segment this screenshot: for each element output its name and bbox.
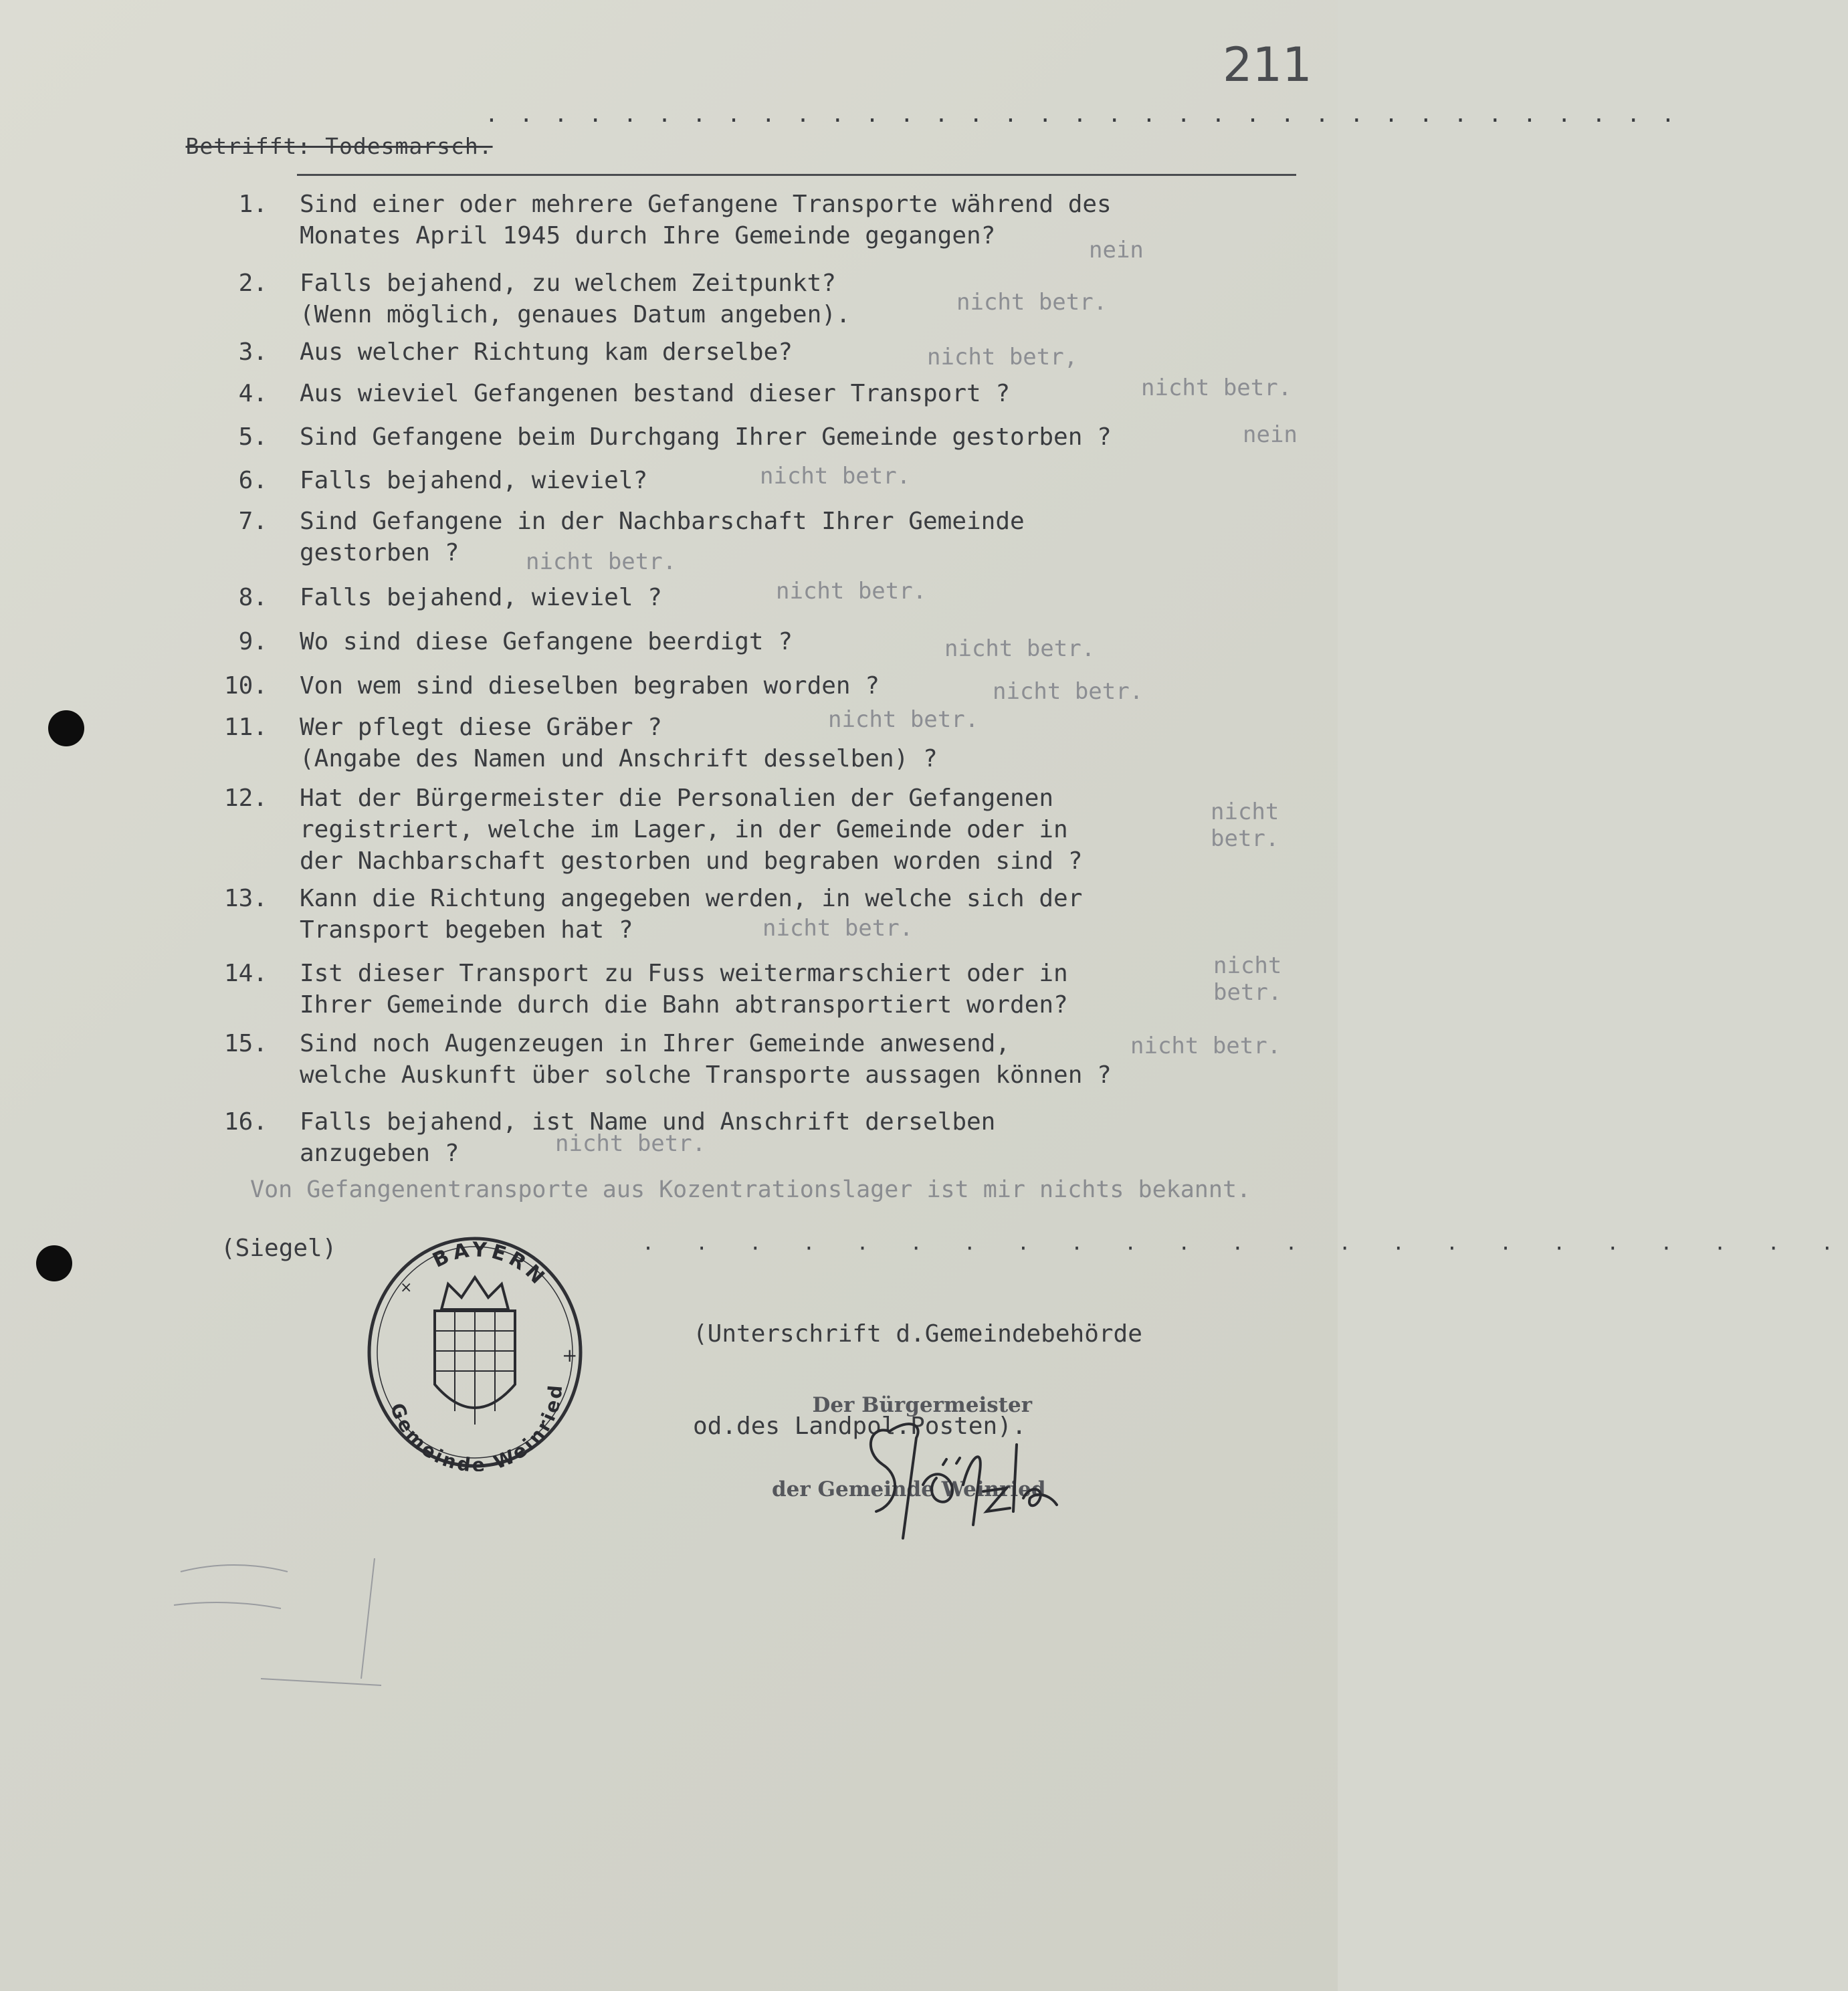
question-text: Ihrer Gemeinde durch die Bahn abtransportiert worden? xyxy=(300,991,1068,1019)
typed-answer: nicht betr. xyxy=(526,548,677,575)
question-text: Von wem sind dieselben begraben worden ? xyxy=(300,672,880,700)
question-text: anzugeben ? xyxy=(300,1140,459,1167)
subject-dotted-leader: · · · · · · · · · · · · · · · · · · · · · · · · · · · · · · · · · · · xyxy=(485,107,1679,133)
typed-answer: nicht betr. xyxy=(993,678,1144,705)
question-text: Sind Gefangene in der Nachbarschaft Ihrer Gemeinde xyxy=(300,508,1025,535)
question-text: Aus wieviel Gefangenen bestand dieser Transport ? xyxy=(300,380,1011,407)
question-text: Falls bejahend, wieviel ? xyxy=(300,584,662,611)
typed-answer: nein xyxy=(1089,237,1144,264)
question-text: Falls bejahend, ist Name und Anschrift derselben xyxy=(300,1108,996,1136)
footnote-remark: Von Gefangenentransporte aus Kozentrationslager ist mir nichts bekannt. xyxy=(250,1176,1251,1203)
question-number: 2. xyxy=(238,270,268,297)
punch-hole xyxy=(36,1245,72,1281)
question-number: 3. xyxy=(238,338,268,366)
question-text: Monates April 1945 durch Ihre Gemeinde gegangen? xyxy=(300,222,996,249)
question-number: 6. xyxy=(238,467,268,494)
question-number: 15. xyxy=(223,1030,268,1057)
handwritten-signature xyxy=(849,1404,1070,1558)
question-text: Wo sind diese Gefangene beerdigt ? xyxy=(300,628,793,655)
typed-answer: nicht betr. xyxy=(762,915,914,942)
question-text: Aus welcher Richtung kam derselbe? xyxy=(300,338,793,366)
typed-answer: nicht betr. xyxy=(828,706,979,733)
question-text: Transport begeben hat ? xyxy=(300,916,633,944)
typed-answer: nicht betr. xyxy=(944,635,1096,662)
mayor-stamp-line: der Gemeinde Weinried xyxy=(772,1477,1046,1501)
signature-caption-line: od.des Landpol.Posten). xyxy=(693,1412,1027,1440)
question-text: Sind einer oder mehrere Gefangene Transporte während des xyxy=(300,191,1112,218)
question-text: registriert, welche im Lager, in der Gemeinde oder in xyxy=(300,816,1068,843)
question-text: Falls bejahend, zu welchem Zeitpunkt? xyxy=(300,270,836,297)
question-text: (Wenn möglich, genaues Datum angeben). xyxy=(300,301,851,328)
svg-text:Gemeinde Weinried: Gemeinde Weinried xyxy=(385,1382,567,1471)
question-number: 8. xyxy=(238,584,268,611)
question-text: Sind noch Augenzeugen in Ihrer Gemeinde anwesend, xyxy=(300,1030,1011,1057)
question-number: 12. xyxy=(223,784,268,812)
subject-label: Betrifft: Todesmarsch. xyxy=(185,133,493,159)
question-number: 14. xyxy=(223,960,268,987)
question-number: 4. xyxy=(238,380,268,407)
question-number: 13. xyxy=(223,885,268,912)
svg-text:+: + xyxy=(562,1344,578,1366)
typed-answer: nicht betr. xyxy=(956,289,1108,316)
question-text: (Angabe des Namen und Anschrift desselben) ? xyxy=(300,745,938,772)
question-number: 5. xyxy=(238,423,268,451)
header-rule xyxy=(297,174,1296,176)
faint-pencil-marks xyxy=(154,1518,421,1692)
typed-answer: nicht betr. xyxy=(1130,1033,1281,1059)
question-text: gestorben ? xyxy=(300,539,459,566)
official-seal xyxy=(361,1231,589,1471)
question-number: 9. xyxy=(238,628,268,655)
svg-text:BAYERN: BAYERN xyxy=(429,1238,552,1292)
typed-answer: nicht betr. xyxy=(1141,375,1292,401)
svg-text:×: × xyxy=(400,1279,413,1296)
question-number: 16. xyxy=(223,1108,268,1136)
signature-caption-line: (Unterschrift d.Gemeindebehörde xyxy=(693,1320,1142,1348)
question-text: Sind Gefangene beim Durchgang Ihrer Gemeinde gestorben ? xyxy=(300,423,1112,451)
typed-answer: nicht betr. xyxy=(1211,799,1279,852)
question-text: Kann die Richtung angegeben werden, in welche sich der xyxy=(300,885,1083,912)
typed-answer: nicht betr, xyxy=(927,344,1078,371)
question-number: 11. xyxy=(223,714,268,741)
question-text: welche Auskunft über solche Transporte aussagen können ? xyxy=(300,1061,1112,1089)
typed-answer: nicht betr. xyxy=(776,578,927,605)
question-number: 1. xyxy=(238,191,268,218)
page-number: 211 xyxy=(1223,37,1312,92)
typed-answer: nein xyxy=(1243,421,1298,448)
punch-hole xyxy=(48,710,84,746)
question-text: Ist dieser Transport zu Fuss weitermarschiert oder in xyxy=(300,960,1068,987)
signature-dotted-line: · · · · · · · · · · · · · · · · · · · · · · · xyxy=(642,1237,1848,1261)
question-text: Falls bejahend, wieviel? xyxy=(300,467,648,494)
question-number: 10. xyxy=(223,672,268,700)
question-text: Wer pflegt diese Gräber ? xyxy=(300,714,662,741)
mayor-stamp-line: Der Bürgermeister xyxy=(812,1393,1033,1417)
question-text: der Nachbarschaft gestorben und begraben worden sind ? xyxy=(300,847,1083,875)
question-text: Hat der Bürgermeister die Personalien der Gefangenen xyxy=(300,784,1054,812)
seal-caption: (Siegel) xyxy=(221,1235,337,1262)
typed-answer: nicht betr. xyxy=(555,1130,706,1157)
question-number: 7. xyxy=(238,508,268,535)
typed-answer: nicht betr. xyxy=(1213,952,1282,1006)
typed-answer: nicht betr. xyxy=(760,463,911,490)
